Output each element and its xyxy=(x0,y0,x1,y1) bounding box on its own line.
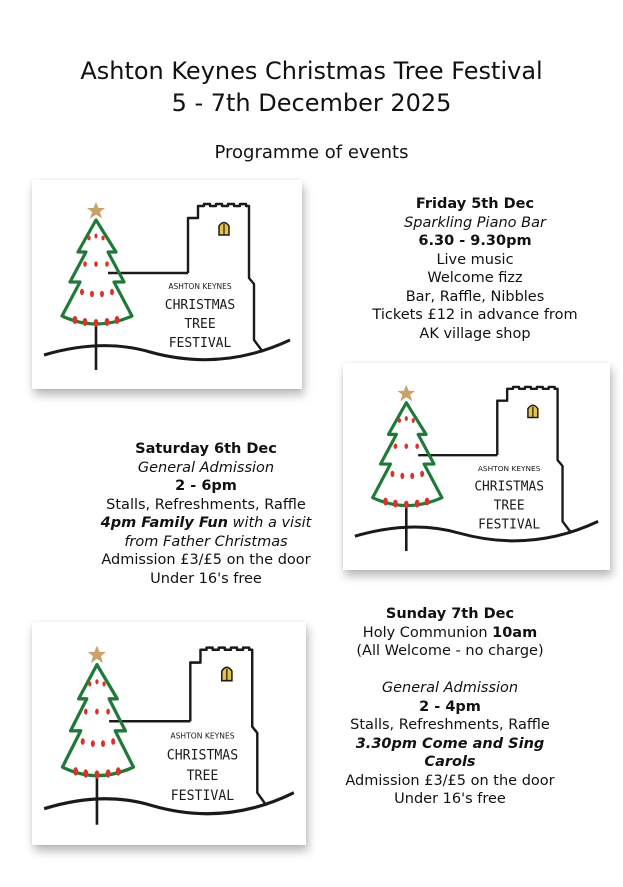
ground-line xyxy=(44,793,294,814)
friday-events xyxy=(330,195,620,343)
ground-line xyxy=(44,340,290,360)
family-fun-highlight: 4pm Family Fun xyxy=(100,515,228,531)
friday-event: Sparkling Piano Bar xyxy=(404,214,546,231)
logo-christmas: CHRISTMAS xyxy=(474,479,544,495)
saturday-family-line xyxy=(56,514,356,533)
logo-festival: FESTIVAL xyxy=(478,517,541,533)
festival-logo-card xyxy=(32,180,302,389)
page-title: Ashton Keynes Christmas Tree Festival xyxy=(80,57,543,85)
sunday-service-note: (All Welcome - no charge) xyxy=(356,643,544,659)
friday-line: Live music xyxy=(436,251,514,268)
spacer xyxy=(305,661,595,680)
logo-small-text: ASHTON KEYNES xyxy=(168,282,232,291)
logo-tree: TREE xyxy=(184,317,216,332)
logo-christmas: CHRISTMAS xyxy=(166,747,239,764)
star-icon xyxy=(87,202,105,219)
logo-tree: TREE xyxy=(186,767,219,785)
star-icon xyxy=(397,385,415,401)
star-icon xyxy=(88,645,106,663)
saturday-line: Stalls, Refreshments, Raffle xyxy=(106,496,306,513)
ground-line xyxy=(355,521,598,540)
programme-heading: Programme of events xyxy=(214,142,409,163)
sunday-line: Under 16's free xyxy=(394,791,506,807)
sunday-event: General Admission xyxy=(381,680,519,696)
saturday-line: from Father Christmas xyxy=(124,533,288,550)
friday-line: Bar, Raffle, Nibbles xyxy=(405,288,545,305)
festival-logo-card xyxy=(343,363,610,570)
saturday-line: Under 16's free xyxy=(150,570,262,587)
festival-logo-graphic xyxy=(32,622,306,845)
sunday-day: Sunday 7th Dec xyxy=(385,606,515,622)
logo-festival: FESTIVAL xyxy=(170,787,235,805)
saturday-time: 2 - 6pm xyxy=(175,478,237,494)
carols-highlight: 3.30pm Come and Sing xyxy=(355,735,545,752)
friday-time: 6.30 - 9.30pm xyxy=(418,233,532,249)
service-time: 10am xyxy=(492,624,538,641)
festival-dates: 5 - 7th December 2025 xyxy=(171,89,452,117)
friday-line: Welcome fizz xyxy=(427,270,523,286)
logo-festival: FESTIVAL xyxy=(168,336,232,351)
logo-small-text: ASHTON KEYNES xyxy=(170,731,235,741)
family-fun-rest: with a visit xyxy=(228,515,312,531)
festival-logo-graphic xyxy=(32,180,302,389)
saturday-day: Saturday 6th Dec xyxy=(135,441,277,457)
friday-line: Tickets £12 in advance from xyxy=(372,307,578,323)
service-label: Holy Communion xyxy=(362,624,493,641)
sunday-time: 2 - 4pm xyxy=(419,698,481,715)
sunday-line: Admission £3/£5 on the door xyxy=(345,772,555,789)
sunday-events xyxy=(305,605,595,809)
sunday-line: Stalls, Refreshments, Raffle xyxy=(350,717,550,733)
sunday-service-line xyxy=(305,624,595,643)
festival-logo-card xyxy=(32,622,306,845)
festival-logo-graphic xyxy=(343,363,610,570)
friday-day: Friday 5th Dec xyxy=(415,196,535,212)
saturday-events xyxy=(56,440,356,588)
logo-christmas: CHRISTMAS xyxy=(164,298,236,313)
friday-line: AK village shop xyxy=(419,325,531,342)
saturday-event: General Admission xyxy=(137,459,275,476)
saturday-line: Admission £3/£5 on the door xyxy=(101,552,311,568)
logo-small-text: ASHTON KEYNES xyxy=(477,463,541,473)
logo-tree: TREE xyxy=(493,498,525,514)
carols-highlight: Carols xyxy=(424,754,476,770)
